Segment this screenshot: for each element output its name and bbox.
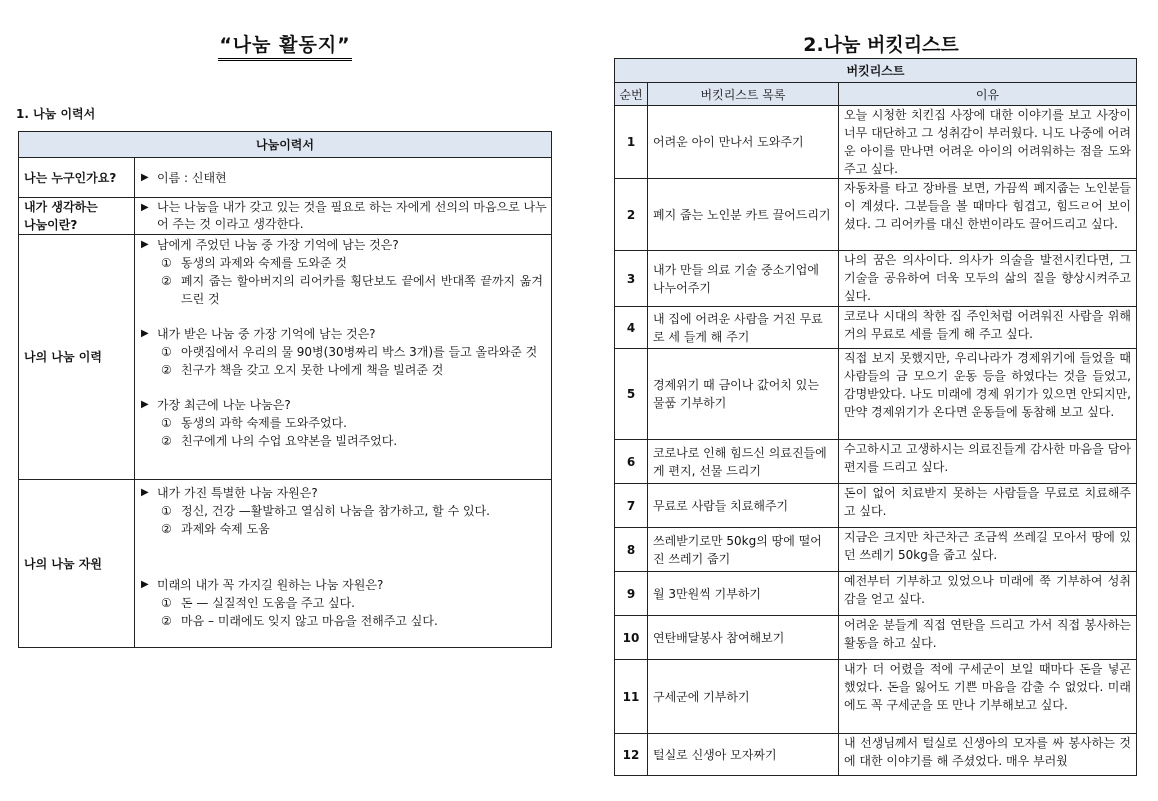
history-q2-a2-text: 친구가 책을 갖고 오지 못한 나에게 책을 빌려준 것 [181, 363, 444, 377]
history-q2: ▶ 내가 받은 나눔 중 가장 기억에 남는 것은? [139, 325, 547, 343]
history-q3: ▶ 가장 최근에 나눈 나눔은? [139, 396, 547, 414]
row-number: 7 [615, 484, 648, 528]
col-header-item: 버킷리스트 목록 [648, 83, 839, 106]
row-number: 10 [615, 616, 648, 660]
row-reason: 지금은 크지만 차근차근 조금씩 쓰레길 모아서 땅에 있던 쓰레기 50kg을 줍고 싶다. [839, 528, 1137, 572]
section-heading: 1. 나눔 이력서 [16, 107, 96, 121]
resources-q1-a2-text: 과제와 숙제 도움 [181, 522, 270, 536]
resources-label: 나의 나눔 자원 [19, 480, 135, 648]
resources-q1-a1-text: 정신, 건강 —활발하고 열심히 나눔을 참가하고, 할 수 있다. [181, 504, 490, 518]
row-number: 1 [615, 106, 648, 179]
table-row [615, 572, 1137, 616]
row-reason: 돈이 없어 치료받지 못하는 사람들을 무료로 치료해주고 싶다. [839, 484, 1137, 528]
history-q2-a1-num: ① [161, 345, 172, 359]
table-row [615, 734, 1137, 776]
row-number: 11 [615, 660, 648, 734]
history-q3-a1 [139, 414, 547, 432]
table-row [615, 616, 1137, 660]
table-row [615, 349, 1137, 440]
history-cell [135, 235, 552, 480]
table-row [615, 528, 1137, 572]
row-number: 4 [615, 307, 648, 349]
table-row [615, 484, 1137, 528]
resources-q1-a1-num: ① [161, 504, 172, 518]
row-item: 코로나로 인해 힘드신 의료진들에게 편지, 선물 드리기 [648, 440, 839, 484]
table-row [615, 251, 1137, 307]
row-number: 5 [615, 349, 648, 440]
row-item: 구세군에 기부하기 [648, 660, 839, 734]
resume-row-who [19, 158, 552, 198]
col-header-num: 순번 [615, 83, 648, 106]
row-reason: 코로나 시대의 착한 집 주인처럼 어려워진 사람을 위해 거의 무료로 세를 들게 해 주고 싶다. [839, 307, 1137, 349]
resume-table-title: 나눔이력서 [19, 132, 552, 158]
row-number: 3 [615, 251, 648, 307]
who-label: 나는 누구인가요? [19, 158, 135, 198]
resources-q1-a2-num: ② [161, 522, 172, 536]
meaning-label-line1: 내가 생각하는 [24, 200, 98, 214]
resume-header-row [19, 132, 552, 158]
row-reason: 예전부터 기부하고 있었으나 미래에 쭉 기부하여 성취감을 얻고 싶다. [839, 572, 1137, 616]
row-number: 6 [615, 440, 648, 484]
table-row [615, 179, 1137, 251]
who-text: ▶ 이름 : 신태현 [139, 169, 547, 187]
resources-q1-a2 [139, 520, 547, 538]
row-item: 쓰레받기로만 50kg의 땅에 떨어진 쓰레기 줍기 [648, 528, 839, 572]
resources-q2-a2-text: 마음 – 미래에도 잊지 않고 마음을 전해주고 싶다. [181, 614, 438, 628]
table-row [615, 106, 1137, 179]
spacer [139, 379, 547, 396]
row-reason: 어려운 분들게 직접 연탄을 드리고 가서 직접 봉사하는 활동을 하고 싶다. [839, 616, 1137, 660]
bucket-list-table [614, 58, 1137, 776]
table-row [615, 307, 1137, 349]
resume-row-resources [19, 480, 552, 648]
row-item: 내 집에 어려운 사람을 거진 무료로 세 들게 해 주기 [648, 307, 839, 349]
resources-q1-a1 [139, 502, 547, 520]
resume-table [18, 131, 552, 648]
history-q1-a2 [139, 272, 547, 308]
row-item: 폐지 줍는 노인분 카트 끌어드리기 [648, 179, 839, 251]
row-reason: 나의 꿈은 의사이다. 의사가 의술을 발전시킨다면, 그 기술을 공유하여 더욱 모두의 삶의 질을 향상시켜주고 싶다. [839, 251, 1137, 307]
history-q1-a2-num: ② [161, 274, 172, 288]
page-title-left: “나눔 활동지” [218, 30, 352, 61]
history-q3-a2-text: 친구에게 나의 수업 요약본을 빌려주었다. [181, 434, 398, 448]
row-number: 12 [615, 734, 648, 776]
row-item: 무료로 사람들 치료해주기 [648, 484, 839, 528]
history-q1-a1-text: 동생의 과제와 숙제를 도와준 것 [181, 256, 347, 270]
resources-q2-a1-text: 돈 — 실질적인 도움을 주고 싶다. [181, 596, 355, 610]
history-q1-a1 [139, 254, 547, 272]
table-row [615, 440, 1137, 484]
history-label: 나의 나눔 이력 [19, 235, 135, 480]
history-q2-a1-text: 아랫집에서 우리의 물 90병(30병짜리 박스 3개)를 들고 올라와준 것 [181, 345, 538, 359]
resources-cell [135, 480, 552, 648]
resources-q1: ▶ 내가 가진 특별한 나눔 자원은? [139, 484, 547, 502]
spacer [139, 308, 547, 325]
row-reason: 내 선생님께서 털실로 신생아의 모자를 싸 봉사하는 것에 대한 이야기를 해 주셨었다. 매우 부러웠 [839, 734, 1137, 776]
history-q2-a2 [139, 361, 547, 379]
bucket-title-row [615, 59, 1137, 83]
history-q3-a2 [139, 432, 547, 450]
row-item: 월 3만원씩 기부하기 [648, 572, 839, 616]
meaning-text: ▶ 나는 나눔을 내가 갖고 있는 것을 필요로 하는 자에게 선의의 마음으로 나누어 주는 것 이라고 생각한다. [139, 199, 547, 233]
resources-q2-a1 [139, 594, 547, 612]
row-number: 2 [615, 179, 648, 251]
history-q1: ▶ 남에게 주었던 나눔 중 가장 기억에 남는 것은? [139, 236, 547, 254]
row-item: 연탄배달봉사 참여해보기 [648, 616, 839, 660]
row-number: 8 [615, 528, 648, 572]
row-number: 9 [615, 572, 648, 616]
row-item: 내가 만들 의료 기술 중소기업에 나누어주기 [648, 251, 839, 307]
col-header-reason: 이유 [839, 83, 1137, 106]
meaning-cell [135, 198, 552, 235]
row-reason: 오늘 시청한 치킨집 사장에 대한 이야기를 보고 사장이 너무 대단하고 그 성취감이 부러웠다. 니도 나중에 어려운 아이를 만나면 어려운 아이의 어려워하는 점을 도와주고 싶다. [839, 106, 1137, 179]
resources-q2-a2-num: ② [161, 614, 172, 628]
table-row [615, 660, 1137, 734]
history-q2-a2-num: ② [161, 363, 172, 377]
row-reason: 수고하시고 고생하시는 의료진들게 감사한 마음을 담아 편지를 드리고 싶다. [839, 440, 1137, 484]
resources-q2-a2 [139, 612, 547, 630]
row-item: 어려운 아이 만나서 도와주기 [648, 106, 839, 179]
resources-q2: ▶ 미래의 내가 꼭 가지길 원하는 나눔 자원은? [139, 576, 547, 594]
spacer [139, 538, 547, 576]
row-reason: 자동차를 타고 장바를 보면, 가끔씩 폐지줍는 노인분들이 계셨다. 그분들을 볼 때마다 힘겹고, 힘드ㄹ어 보이셨다. 그 리어카를 대신 한번이라도 끌어드리고 싶다. [839, 179, 1137, 251]
history-q3-a2-num: ② [161, 434, 172, 448]
meaning-label-line2: 나눔이란? [24, 218, 78, 232]
history-q3-a1-num: ① [161, 416, 172, 430]
history-q3-a1-text: 동생의 과학 숙제를 도와주었다. [181, 416, 347, 430]
meaning-label [19, 198, 135, 235]
resources-q2-a1-num: ① [161, 596, 172, 610]
row-item: 경제위기 때 금이나 값어치 있는 물품 기부하기 [648, 349, 839, 440]
bucket-table-title: 버킷리스트 [615, 59, 1137, 83]
resume-row-history [19, 235, 552, 480]
history-q1-a1-num: ① [161, 256, 172, 270]
who-cell [135, 158, 552, 198]
row-reason: 내가 더 어렸을 적에 구세군이 보일 때마다 돈을 넣곤 했었다. 돈을 잃어도 기쁜 마음을 감출 수 없었다. 미래에도 꼭 구세군을 또 만나 기부해보고 싶다. [839, 660, 1137, 734]
row-item: 털실로 신생아 모자짜기 [648, 734, 839, 776]
history-q2-a1 [139, 343, 547, 361]
row-reason: 직접 보지 못했지만, 우리나라가 경제위기에 들었을 때 사람들의 금 모으기 운동 등을 하였다는 것을 들었고, 감명받았다. 나도 미래에 경제 위기가 있으면 안되지만, 만약 경제위기가 온다면 운동들에 동참해 보고 싶다. [839, 349, 1137, 440]
history-q1-a2-text: 폐지 줍는 할아버지의 리어카를 횡단보도 끝에서 반대쪽 끝까지 옮겨드린 것 [181, 274, 543, 306]
resume-row-meaning [19, 198, 552, 235]
bucket-column-header-row [615, 83, 1137, 106]
page-title-right: 2.나눔 버킷리스트 [800, 30, 962, 61]
